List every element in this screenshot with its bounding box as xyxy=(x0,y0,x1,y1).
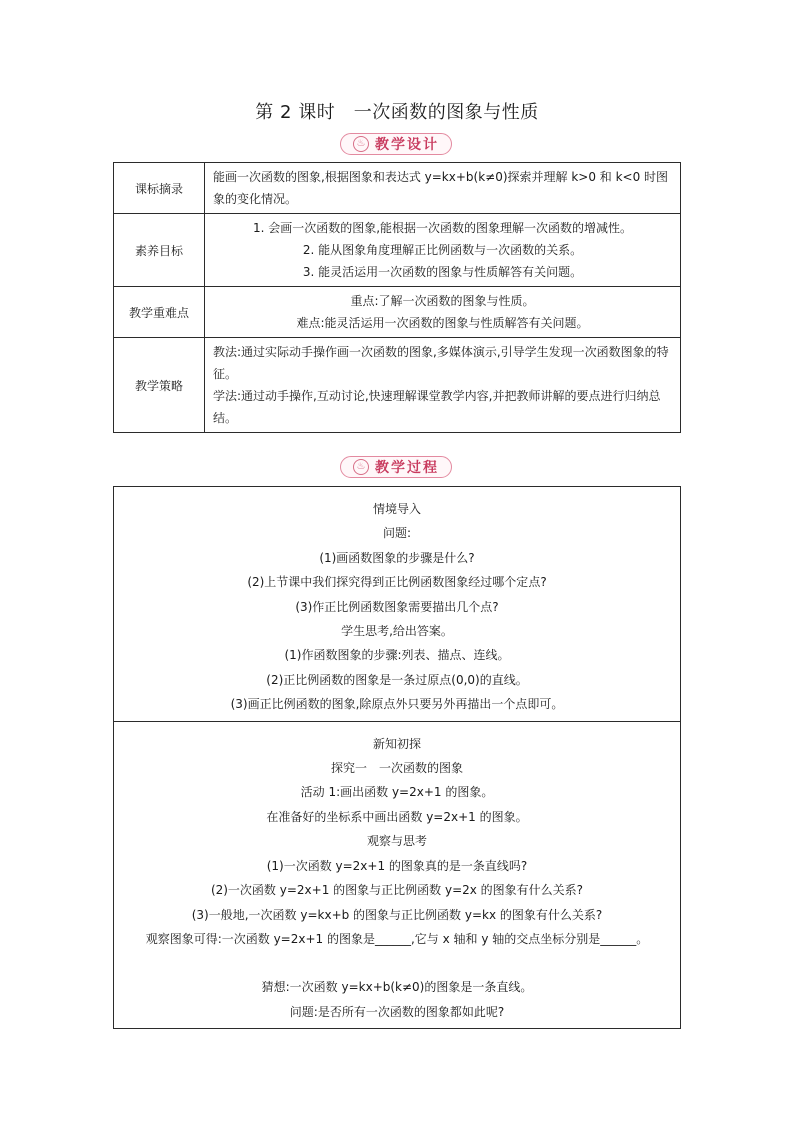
new-knowledge-block xyxy=(114,721,681,1028)
row-content xyxy=(205,287,681,338)
row-content xyxy=(205,214,681,287)
text-line: 问题:是否所有一次函数的图象都如此呢? xyxy=(289,1004,505,1019)
lesson-title: 第 2 课时 一次函数的图象与性质 xyxy=(255,102,539,123)
row-label: 素养目标 xyxy=(114,214,205,287)
badge-label: 教学设计 xyxy=(375,137,439,153)
badge-label: 教学过程 xyxy=(375,460,439,476)
text-line: 猜想:一次函数 y=kx+b(k≠0)的图象是一条直线。 xyxy=(261,980,533,995)
content-line: 学法:通过动手操作,互动讨论,快速理解课堂教学内容,并把教师讲解的要点进行归纳总结。 xyxy=(213,389,661,425)
content-line: 2. 能从图象角度理解正比例函数与一次函数的关系。 xyxy=(302,243,583,257)
block-heading: 新知初探 xyxy=(372,736,421,751)
blank-gap xyxy=(120,951,674,975)
content-line: 能画一次函数的图象,根据图象和表达式 y=kx+b(k≠0)探索并理解 k>0 和 k<0 时图象的变化情况。 xyxy=(213,170,669,206)
text-line: 观察与思考 xyxy=(366,834,427,849)
row-label: 教学策略 xyxy=(114,338,205,433)
text-line: 学生思考,给出答案。 xyxy=(341,624,453,639)
table-row xyxy=(114,287,681,338)
book-wave-icon: ♨ xyxy=(353,136,369,152)
text-line: (3)画正比例函数的图象,除原点外只要另外再描出一个点即可。 xyxy=(230,697,564,712)
situation-intro-block xyxy=(114,487,681,722)
table-row xyxy=(114,214,681,287)
section-badge-design xyxy=(340,133,452,155)
block-heading: 情境导入 xyxy=(372,502,421,516)
text-line: (2)一次函数 y=2x+1 的图象与正比例函数 y=2x 的图象有什么关系? xyxy=(210,883,584,898)
text-line: (2)正比例函数的图象是一条过原点(0,0)的直线。 xyxy=(266,672,528,687)
table-row xyxy=(114,163,681,214)
content-line: 难点:能灵活运用一次函数的图象与性质解答有关问题。 xyxy=(296,316,589,330)
row-content xyxy=(205,338,681,433)
row-content xyxy=(205,163,681,214)
text-line: 探究一 一次函数的图象 xyxy=(330,761,463,776)
teaching-design-table xyxy=(113,162,681,433)
content-line: 3. 能灵活运用一次函数的图象与性质解答有关问题。 xyxy=(302,265,583,279)
text-line: (1)一次函数 y=2x+1 的图象真的是一条直线吗? xyxy=(266,858,528,873)
content-line: 1. 会画一次函数的图象,能根据一次函数的图象理解一次函数的增减性。 xyxy=(252,221,633,235)
teaching-process-table xyxy=(113,486,681,1029)
section-badge-process xyxy=(340,456,452,478)
text-line: 观察图象可得:一次函数 y=2x+1 的图象是______,它与 x 轴和 y 轴的交点坐标分别是______。 xyxy=(145,931,649,946)
table-row xyxy=(114,721,681,1028)
content-line: 重点:了解一次函数的图象与性质。 xyxy=(350,294,535,308)
book-wave-icon: ♨ xyxy=(353,459,369,475)
text-line: (3)作正比例函数图象需要描出几个点? xyxy=(295,599,499,614)
table-row xyxy=(114,338,681,433)
content-line: 教法:通过实际动手操作画一次函数的图象,多媒体演示,引导学生发现一次函数图象的特征。 xyxy=(213,345,669,381)
text-line: 问题: xyxy=(382,526,412,541)
text-line: (1)画函数图象的步骤是什么? xyxy=(319,550,475,565)
row-label: 教学重难点 xyxy=(114,287,205,338)
text-line: (1)作函数图象的步骤:列表、描点、连线。 xyxy=(284,648,510,663)
row-label: 课标摘录 xyxy=(114,163,205,214)
text-line: 活动 1:画出函数 y=2x+1 的图象。 xyxy=(300,785,494,800)
text-line: (2)上节课中我们探究得到正比例函数图象经过哪个定点? xyxy=(247,575,547,590)
text-line: 在准备好的坐标系中画出函数 y=2x+1 的图象。 xyxy=(266,809,528,824)
table-row xyxy=(114,487,681,722)
text-line: (3)一般地,一次函数 y=kx+b 的图象与正比例函数 y=kx 的图象有什么关系? xyxy=(191,907,603,922)
